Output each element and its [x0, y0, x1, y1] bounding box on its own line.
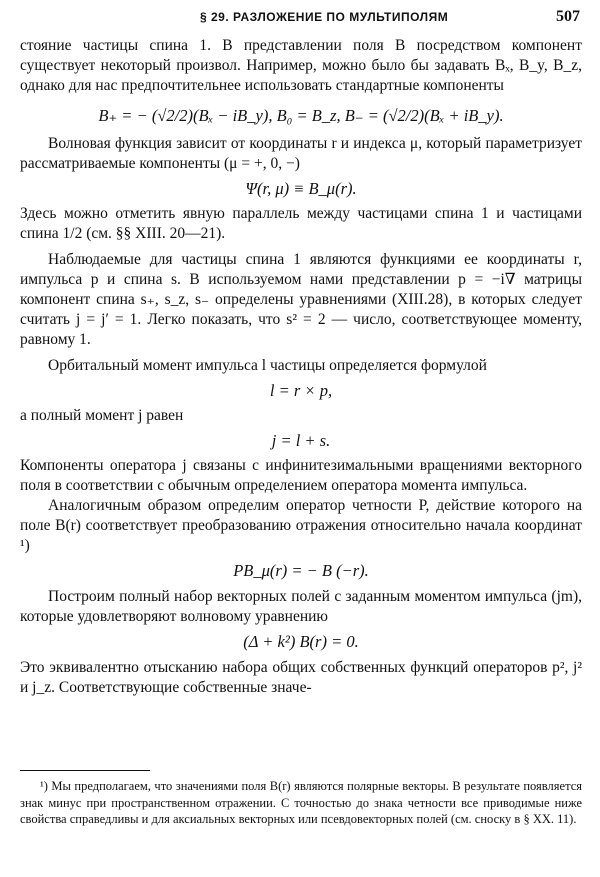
equation-wave-equation: (Δ + k²) B(r) = 0. [243, 632, 359, 651]
paragraph-5: Орбитальный момент импульса l частицы определяется формулой [48, 357, 487, 374]
equation-parity: PB_μ(r) = − B (−r). [233, 561, 369, 580]
footnote [20, 778, 582, 828]
main-text [20, 36, 582, 698]
section-title: § 29. РАЗЛОЖЕНИЕ ПО МУЛЬТИПОЛЯМ [200, 10, 449, 24]
equation-total-moment: j = l + s. [271, 431, 331, 450]
running-header [20, 8, 580, 30]
equation-standard-components: B₊ = − (√2/2)(Bₓ − iB_y), B₀ = B_z, B₋ = (√2/2)(Bₓ + iB_y). [98, 106, 504, 125]
paragraph-6: а полный момент j равен [20, 407, 184, 424]
paragraph-2: Волновая функция зависит от координаты r и индекса μ, который параметризует рассматриваемые компоненты (μ = +, 0, −) [20, 135, 582, 172]
paragraph-9: Построим полный набор векторных полей с заданным моментом импульса (jm), которые удовлетворяют волновому уравнению [20, 588, 582, 625]
footnote-divider [20, 770, 150, 771]
paragraph-7: Компоненты оператора j связаны с инфинитезимальными вращениями векторного поля в соответствии с обычным определением оператора момента импульса. [20, 457, 582, 494]
paragraph-1: стояние частицы спина 1. В представлении поля B посредством компонент существует некоторый произвол. Например, можно было бы задавать Bₓ, B_y, B_z, однако для нас предпочтительнее использовать стандартные компоненты [20, 37, 582, 94]
paragraph-10: Это эквивалентно отысканию набора общих собственных функций операторов p², j² и j_z. Соответствующие собственные значе- [20, 659, 582, 696]
paragraph-4: Наблюдаемые для частицы спина 1 являются функциями ее координаты r, импульса p и спина s. В используемом нами представлении p = −i∇ матрицы компонент спина s₊, s_z, s₋ определены уравнениями (XIII.28), в которых следует считать j = j′ = 1. Легко показать, что s² = 2 — число, соответствующее моменту, равному 1. [20, 251, 582, 348]
page-number: 507 [556, 8, 580, 25]
equation-wave-function: Ψ(r, μ) ≡ B_μ(r). [245, 179, 357, 198]
footnote-text: ¹) Мы предполагаем, что значениями поля B(r) являются полярные векторы. В результате появляется знак минус при пространственном отражении. С точностью до знака четности все приводимые ниже свойства справедливы и для аксиальных векторных или псевдовекторных полей (см. сноску в § XX. 11). [20, 779, 582, 826]
equation-orbital-moment: l = r × p, [269, 381, 333, 400]
paragraph-8: Аналогичным образом определим оператор четности P, действие которого на поле B(r) соответствует преобразованию отражения относительно начала координат ¹) [20, 497, 582, 554]
paragraph-3: Здесь можно отметить явную параллель между частицами спина 1 и частицами спина 1/2 (см. §§ XIII. 20—21). [20, 205, 582, 242]
